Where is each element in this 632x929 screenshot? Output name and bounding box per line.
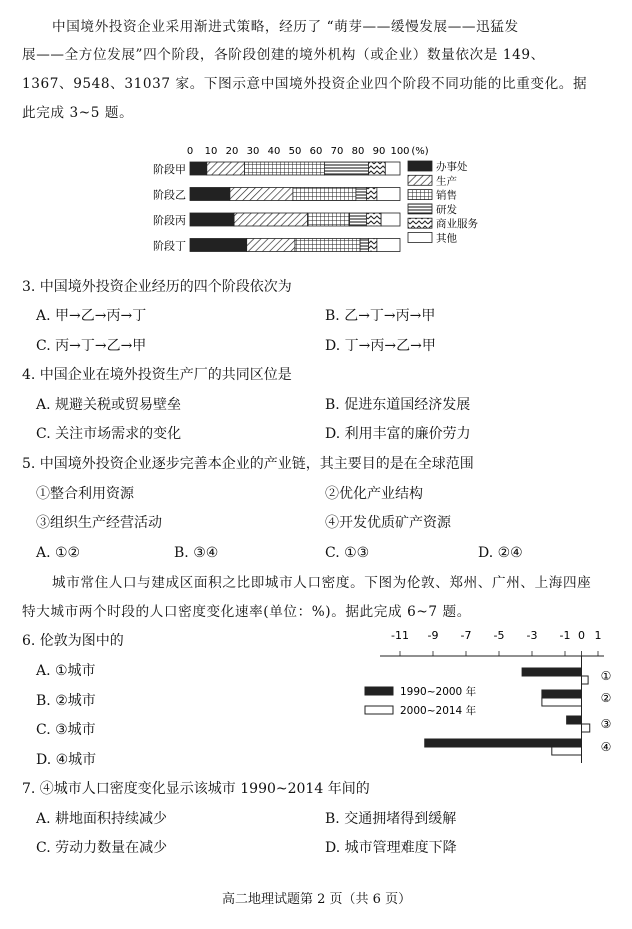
q3-option-d[interactable]: D. 丁→丙→乙→甲 [325, 338, 436, 354]
x-tick-label: -5 [493, 629, 505, 642]
legend-swatch [408, 204, 432, 214]
x-tick-label: 1 [594, 629, 602, 642]
bar-segment [360, 239, 368, 252]
category-label: 阶段丙 [153, 214, 186, 227]
bar-segment [245, 162, 325, 175]
q5-statement-2: ②优化产业结构 [325, 486, 423, 502]
q7-option-d[interactable]: D. 城市管理难度下降 [325, 840, 457, 856]
legend-label: 办事处 [436, 161, 468, 173]
bar [425, 739, 582, 747]
bar-segment [234, 213, 308, 226]
intro2-line2: 特大城市两个时段的人口密度变化速率(单位：%)。据此完成 6~7 题。 [22, 604, 471, 620]
q6-option-b[interactable]: B. ②城市 [36, 693, 96, 709]
category-label: ② [600, 691, 612, 705]
x-tick-label: 0 [186, 146, 194, 157]
bar-segment [230, 188, 293, 201]
bar-segment [293, 188, 356, 201]
x-tick-label: -9 [427, 629, 439, 642]
intro1-line4: 此完成 3~5 题。 [22, 105, 134, 121]
x-tick-label: 40 [267, 146, 281, 157]
q7-stem: 7. ④城市人口密度变化显示该城市 1990~2014 年间的 [22, 781, 370, 797]
q7-option-c[interactable]: C. 劳动力数量在减少 [36, 840, 168, 856]
x-tick-label: (%) [411, 146, 429, 157]
bar-segment [366, 188, 377, 201]
legend-swatch [408, 161, 432, 171]
x-tick-label: -3 [526, 629, 538, 642]
x-tick-label: 20 [225, 146, 239, 157]
x-tick-label: 80 [351, 146, 365, 157]
bar [567, 716, 582, 724]
q7-option-a[interactable]: A. 耕地面积持续减少 [36, 811, 168, 827]
x-tick-label: 90 [372, 146, 386, 157]
x-tick-label: 100 [390, 146, 410, 157]
legend-label: 1990~2000 年 [400, 686, 477, 698]
bar [582, 676, 589, 684]
bar-segment [350, 213, 367, 226]
q4-option-b[interactable]: B. 促进东道国经济发展 [325, 397, 471, 413]
legend-label: 其他 [436, 232, 457, 245]
legend-swatch [408, 233, 432, 243]
q3-stem: 3. 中国境外投资企业经历的四个阶段依次为 [22, 279, 292, 295]
intro2-line1: 城市常住人口与建成区面积之比即城市人口密度。下图为伦敦、郑州、广州、上海四座 [52, 575, 592, 591]
legend-label: 2000~2014 年 [400, 705, 477, 717]
x-tick-label: 70 [330, 146, 344, 157]
bar-segment [308, 213, 350, 226]
q5-option-b[interactable]: B. ③④ [174, 545, 219, 561]
category-label: ① [600, 669, 612, 683]
bar [522, 668, 581, 676]
legend-label: 销售 [436, 189, 457, 202]
bar-segment [366, 213, 381, 226]
x-tick-label: 30 [246, 146, 260, 157]
q3-option-c[interactable]: C. 丙→丁→乙→甲 [36, 338, 147, 354]
bar-segment [324, 162, 368, 175]
category-label: 阶段丁 [153, 239, 186, 252]
bar-segment [190, 188, 230, 201]
bar-segment [190, 162, 207, 175]
intro1-line2: 展——全方位发展”四个阶段，各阶段创建的境外机构（或企业）数量依次是 149、 [22, 47, 545, 63]
bar [542, 698, 582, 706]
x-tick-label: 50 [288, 146, 302, 157]
q6-option-c[interactable]: C. ③城市 [36, 722, 96, 738]
x-tick-label: -11 [391, 629, 409, 642]
q4-option-c[interactable]: C. 关注市场需求的变化 [36, 426, 182, 442]
density-change-chart [360, 626, 620, 766]
q4-option-a[interactable]: A. 规避关税或贸易壁垒 [36, 397, 182, 413]
legend-label: 研发 [436, 203, 457, 216]
bar-segment [369, 239, 377, 252]
x-tick-label: -1 [559, 629, 571, 642]
bar-segment [369, 162, 386, 175]
bar-segment [377, 188, 400, 201]
q6-option-d[interactable]: D. ④城市 [36, 752, 97, 768]
x-tick-label: 60 [309, 146, 323, 157]
legend-swatch [408, 175, 432, 185]
q5-stem: 5. 中国境外投资企业逐步完善本企业的产业链，其主要目的是在全球范围 [22, 456, 474, 472]
x-tick-label: 0 [578, 629, 585, 642]
legend-label: 生产 [436, 175, 457, 188]
q5-option-a[interactable]: A. ①② [36, 545, 81, 561]
function-share-chart [140, 140, 490, 252]
intro1-line3: 1367、9548、31037 家。下图示意中国境外投资企业四个阶段不同功能的比重变化。据 [22, 76, 588, 92]
q4-stem: 4. 中国企业在境外投资生产厂的共同区位是 [22, 367, 292, 383]
category-label: 阶段乙 [153, 188, 186, 202]
bar-segment [377, 239, 400, 252]
q6-stem: 6. 伦敦为图中的 [22, 633, 124, 649]
q6-option-a[interactable]: A. ①城市 [36, 663, 96, 679]
legend-swatch [408, 190, 432, 200]
bar [582, 724, 590, 732]
x-tick-label: -7 [460, 629, 472, 642]
page-footer: 高二地理试题第 2 页（共 6 页） [222, 892, 412, 907]
bar-segment [190, 239, 247, 252]
q5-statement-1: ①整合利用资源 [36, 486, 134, 502]
q7-option-b[interactable]: B. 交通拥堵得到缓解 [325, 811, 457, 827]
legend-label: 商业服务 [436, 218, 478, 231]
bar-segment [295, 239, 360, 252]
intro1-line1: 中国境外投资企业采用渐进式策略，经历了 “萌芽——缓慢发展——迅猛发 [52, 19, 519, 35]
category-label: ④ [600, 740, 612, 754]
q5-option-d[interactable]: D. ②④ [478, 545, 523, 561]
q5-statement-3: ③组织生产经营活动 [36, 515, 162, 531]
bar-segment [385, 162, 400, 175]
bar-segment [381, 213, 400, 226]
q3-option-a[interactable]: A. 甲→乙→丙→丁 [36, 308, 147, 324]
x-tick-label: 10 [204, 146, 218, 157]
bar-segment [247, 239, 295, 252]
bar-segment [207, 162, 245, 175]
category-label: ③ [600, 717, 612, 731]
legend-swatch [365, 706, 393, 714]
q4-option-d[interactable]: D. 利用丰富的廉价劳力 [325, 426, 471, 442]
bar [542, 690, 582, 698]
legend-swatch [365, 687, 393, 695]
bar [552, 747, 582, 755]
category-label: 阶段甲 [153, 163, 186, 176]
q3-option-b[interactable]: B. 乙→丁→丙→甲 [325, 308, 436, 324]
bar-segment [356, 188, 367, 201]
q5-option-c[interactable]: C. ①③ [325, 545, 370, 561]
bar-segment [190, 213, 234, 226]
q5-statement-4: ④开发优质矿产资源 [325, 515, 451, 531]
legend-swatch [408, 218, 432, 228]
